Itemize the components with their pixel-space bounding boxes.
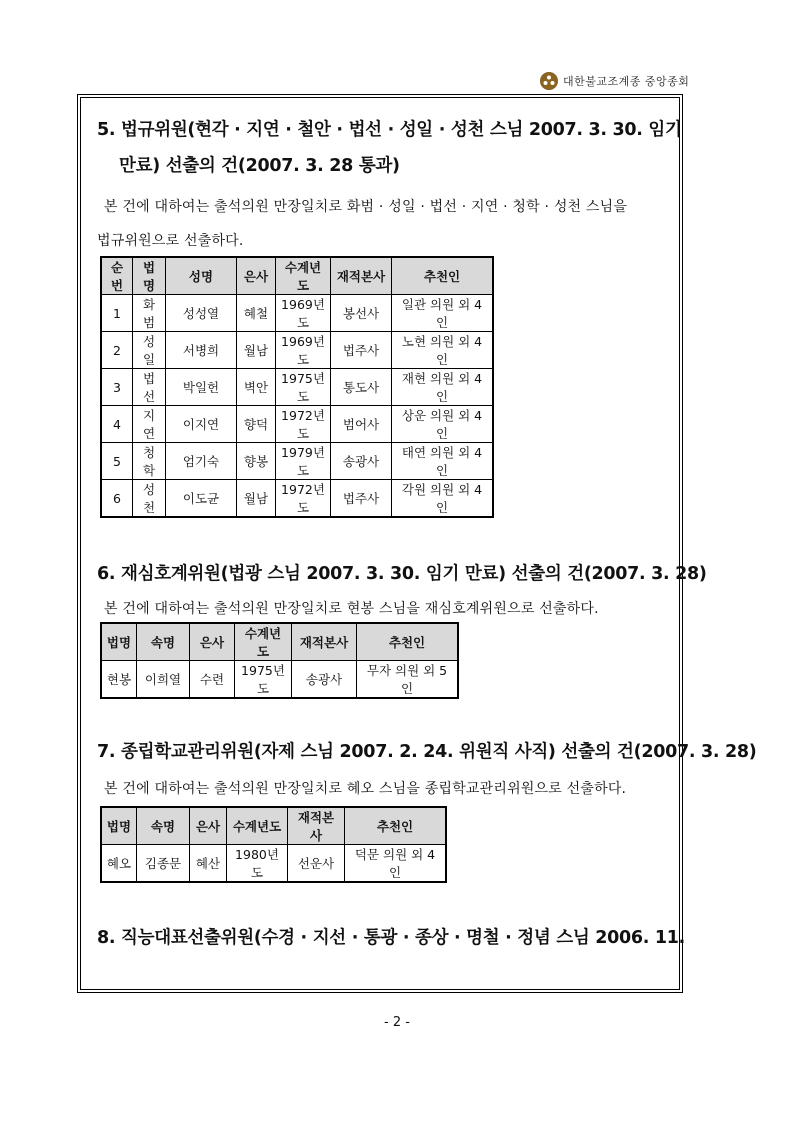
table-cell: 송광사: [331, 443, 392, 480]
table-cell: 성일: [133, 332, 166, 369]
section-6-body: 본 건에 대하여는 출석의원 만장일치로 현봉 스님을 재심호계위원으로 선출하다.: [104, 601, 599, 617]
table-cell: 6: [101, 480, 133, 518]
table-cell: 청학: [133, 443, 166, 480]
table-cell: 무자 의원 외 5인: [357, 661, 459, 699]
col-header: 재적본사: [331, 257, 392, 295]
section-7-table: [100, 806, 447, 883]
col-header: 순번: [101, 257, 133, 295]
table-cell: 1969년도: [276, 295, 331, 332]
table-cell: 5: [101, 443, 133, 480]
table-cell: 화범: [133, 295, 166, 332]
table-cell: 현봉: [101, 661, 137, 699]
table-cell: 1969년도: [276, 332, 331, 369]
org-logo-icon: [540, 72, 558, 90]
table-cell: 이도균: [166, 480, 237, 518]
table-cell: 봉선사: [331, 295, 392, 332]
page-header: [540, 70, 689, 92]
section-5-title-line1: 5. 법규위원(현각 · 지연 · 철안 · 법선 · 성일 · 성천 스님 2007. 3. 30. 임기: [97, 120, 682, 140]
table-row: [101, 845, 446, 883]
org-name: 대한불교조계종 중앙종회: [563, 75, 690, 88]
section-8-title: 8. 직능대표선출위원(수경 · 지선 · 통광 · 종상 · 명철 · 정념 스님 2006. 11.: [97, 928, 686, 948]
table-row: [101, 332, 493, 369]
col-header: 법명: [133, 257, 166, 295]
table-cell: 1972년도: [276, 480, 331, 518]
table-cell: 4: [101, 406, 133, 443]
table-header-row: [101, 257, 493, 295]
table-cell: 성천: [133, 480, 166, 518]
table-cell: 이지연: [166, 406, 237, 443]
page-number: - 2 -: [384, 1015, 410, 1030]
table-cell: 2: [101, 332, 133, 369]
section-5-table: [100, 256, 494, 518]
table-cell: 향봉: [237, 443, 276, 480]
table-cell: 3: [101, 369, 133, 406]
col-header: 재적본사: [288, 807, 345, 845]
table-cell: 1975년도: [276, 369, 331, 406]
table-header-row: [101, 623, 458, 661]
table-cell: 엄기숙: [166, 443, 237, 480]
table-cell: 상운 의원 외 4인: [392, 406, 494, 443]
section-5-title-line2: 만료) 선출의 건(2007. 3. 28 통과): [119, 156, 400, 176]
col-header: 성명: [166, 257, 237, 295]
table-cell: 노현 의원 외 4인: [392, 332, 494, 369]
table-row: [101, 661, 458, 699]
table-cell: 이희열: [137, 661, 190, 699]
table-cell: 1979년도: [276, 443, 331, 480]
table-cell: 법선: [133, 369, 166, 406]
table-cell: 지연: [133, 406, 166, 443]
table-cell: 1972년도: [276, 406, 331, 443]
section-7-body: 본 건에 대하여는 출석의원 만장일치로 혜오 스님을 종립학교관리위원으로 선출하다.: [104, 781, 627, 797]
table-cell: 향덕: [237, 406, 276, 443]
section-7-title: 7. 종립학교관리위원(자제 스님 2007. 2. 24. 위원직 사직) 선출의 건(2007. 3. 28): [97, 742, 757, 762]
col-header: 법명: [101, 623, 137, 661]
col-header: 수계년도: [276, 257, 331, 295]
table-cell: 덕문 의원 외 4인: [345, 845, 447, 883]
section-5-body-line1: 본 건에 대하여는 출석의원 만장일치로 화범 · 성일 · 법선 · 지연 · 청학 · 성천 스님을: [104, 199, 628, 215]
table-cell: 1: [101, 295, 133, 332]
table-cell: 서병희: [166, 332, 237, 369]
col-header: 재적본사: [292, 623, 357, 661]
table-cell: 혜산: [190, 845, 227, 883]
table-row: [101, 369, 493, 406]
table-cell: 재현 의원 외 4인: [392, 369, 494, 406]
section-5-body-line2: 법규위원으로 선출하다.: [97, 233, 244, 249]
table-cell: 성성열: [166, 295, 237, 332]
table-cell: 월남: [237, 480, 276, 518]
col-header: 속명: [137, 807, 190, 845]
table-cell: 벽안: [237, 369, 276, 406]
section-6-table: [100, 622, 459, 699]
table-cell: 수련: [190, 661, 235, 699]
table-row: [101, 443, 493, 480]
table-cell: 선운사: [288, 845, 345, 883]
table-cell: 혜오: [101, 845, 137, 883]
table-cell: 1975년도: [235, 661, 292, 699]
section-6-title: 6. 재심호계위원(법광 스님 2007. 3. 30. 임기 만료) 선출의 건(2007. 3. 28): [97, 564, 707, 584]
table-row: [101, 295, 493, 332]
table-cell: 법주사: [331, 480, 392, 518]
table-cell: 법주사: [331, 332, 392, 369]
table-cell: 범어사: [331, 406, 392, 443]
col-header: 법명: [101, 807, 137, 845]
col-header: 속명: [137, 623, 190, 661]
table-cell: 일관 의원 외 4인: [392, 295, 494, 332]
table-cell: 각원 의원 외 4인: [392, 480, 494, 518]
table-cell: 혜철: [237, 295, 276, 332]
col-header: 수계년도: [227, 807, 288, 845]
table-cell: 태연 의원 외 4인: [392, 443, 494, 480]
table-cell: 월남: [237, 332, 276, 369]
col-header: 추천인: [345, 807, 447, 845]
col-header: 은사: [237, 257, 276, 295]
table-cell: 김종문: [137, 845, 190, 883]
table-cell: 송광사: [292, 661, 357, 699]
table-header-row: [101, 807, 446, 845]
table-cell: 통도사: [331, 369, 392, 406]
table-cell: 박일헌: [166, 369, 237, 406]
table-cell: 1980년도: [227, 845, 288, 883]
col-header: 은사: [190, 623, 235, 661]
col-header: 추천인: [357, 623, 459, 661]
col-header: 수계년도: [235, 623, 292, 661]
col-header: 추천인: [392, 257, 494, 295]
col-header: 은사: [190, 807, 227, 845]
table-row: [101, 480, 493, 518]
table-row: [101, 406, 493, 443]
